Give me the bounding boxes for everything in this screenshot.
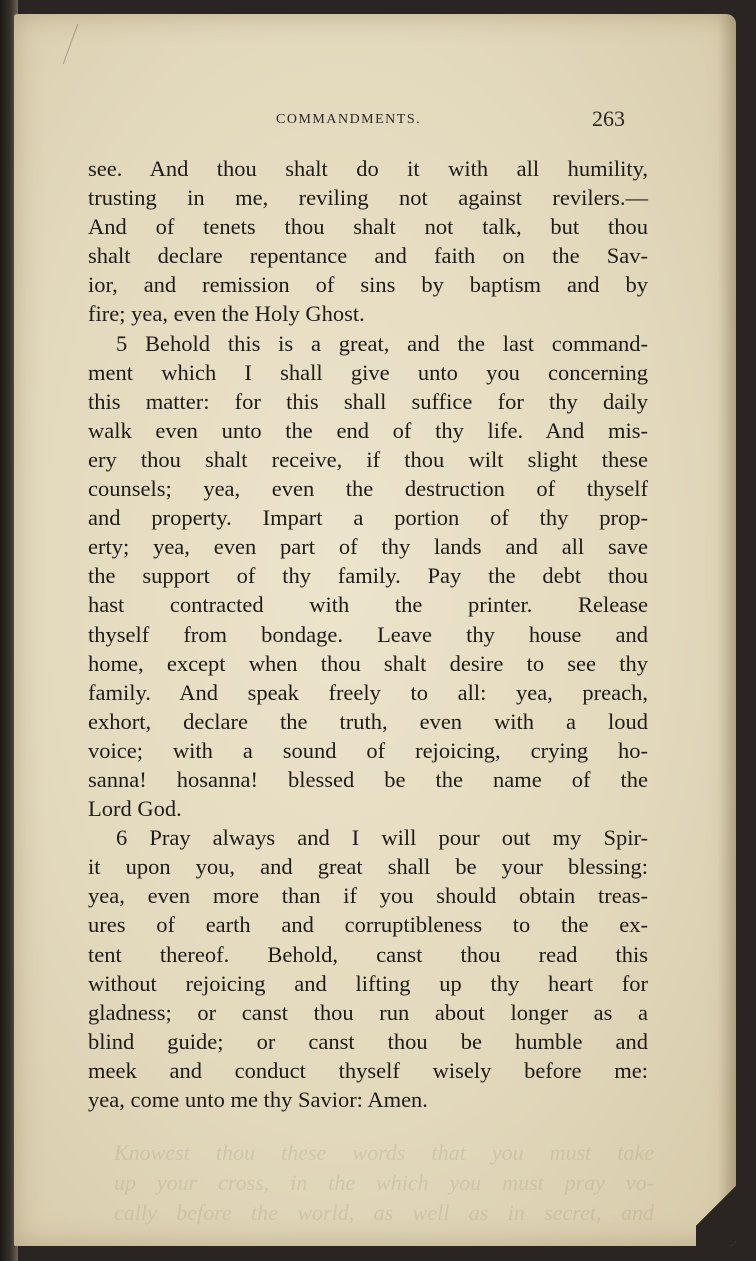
text-line: the support of thy family. Pay the debt thou [88,563,648,589]
page-header [14,106,736,136]
text-line: trusting in me, reviling not against revilers.— [88,185,648,211]
page-edge-shadow [718,14,736,1246]
text-line: sanna! hosanna! blessed be the name of the [88,766,648,792]
text-line: tent thereof. Behold, canst thou read this [88,941,648,967]
book-page [14,14,736,1246]
bleed-through-line: up your cross, in the which you must pray vo- [114,1170,654,1195]
text-line: home, except when thou shalt desire to see thy [88,650,648,676]
pencil-mark [63,24,125,64]
verse-5-start: 5 Behold this is a great, and the last command- [116,330,648,356]
text-line: see. And thou shalt do it with all humility, [88,156,648,181]
bleed-through-line: Knowest thou these words that you must take [114,1140,654,1165]
text-line: this matter: for this shall suffice for thy daily [88,388,648,414]
text-line: gladness; or canst thou run about longer as a [88,999,648,1025]
running-head: COMMANDMENTS. [276,112,422,127]
text-line: fire; yea, even the Holy Ghost. [88,301,365,327]
text-line: counsels; yea, even the destruction of thyself [88,476,648,502]
bleed-through-text [114,1138,654,1228]
text-line: ior, and remission of sins by baptism and by [88,272,648,298]
verse-6-start: 6 Pray always and I will pour out my Spir- [116,825,648,851]
text-line: exhort, declare the truth, even with a loud [88,708,648,734]
body-text [88,154,648,1114]
text-line: meek and conduct thyself wisely before me: [88,1057,648,1083]
text-line: yea, even more than if you should obtain treas- [88,883,648,909]
text-line: family. And speak freely to all: yea, preach, [88,679,648,705]
text-line: ment which I shall give unto you concerning [88,359,648,385]
page-number: 263 [592,106,625,131]
text-line: yea, come unto me thy Savior: Amen. [88,1087,428,1112]
text-line: voice; with a sound of rejoicing, crying ho- [88,737,648,763]
text-line: hast contracted with the printer. Release [88,592,648,618]
text-line: Lord God. [88,796,182,822]
torn-corner [696,1166,736,1246]
text-line: And of tenets thou shalt not talk, but thou [88,214,648,240]
text-line: thyself from bondage. Leave thy house and [88,621,648,647]
text-line: blind guide; or canst thou be humble and [88,1028,648,1054]
text-line: without rejoicing and lifting up thy heart for [88,970,648,996]
text-line: walk even unto the end of thy life. And mis- [88,417,648,443]
text-line: it upon you, and great shall be your blessing: [88,854,648,880]
text-line: and property. Impart a portion of thy prop- [88,505,648,531]
text-line: ures of earth and corruptibleness to the ex- [88,912,648,938]
text-line: erty; yea, even part of thy lands and all save [88,534,648,560]
bleed-through-line: cally before the world, as well as in secret, and [114,1200,654,1225]
text-line: ery thou shalt receive, if thou wilt slight these [88,446,648,472]
text-line: shalt declare repentance and faith on the Sav- [88,243,648,269]
